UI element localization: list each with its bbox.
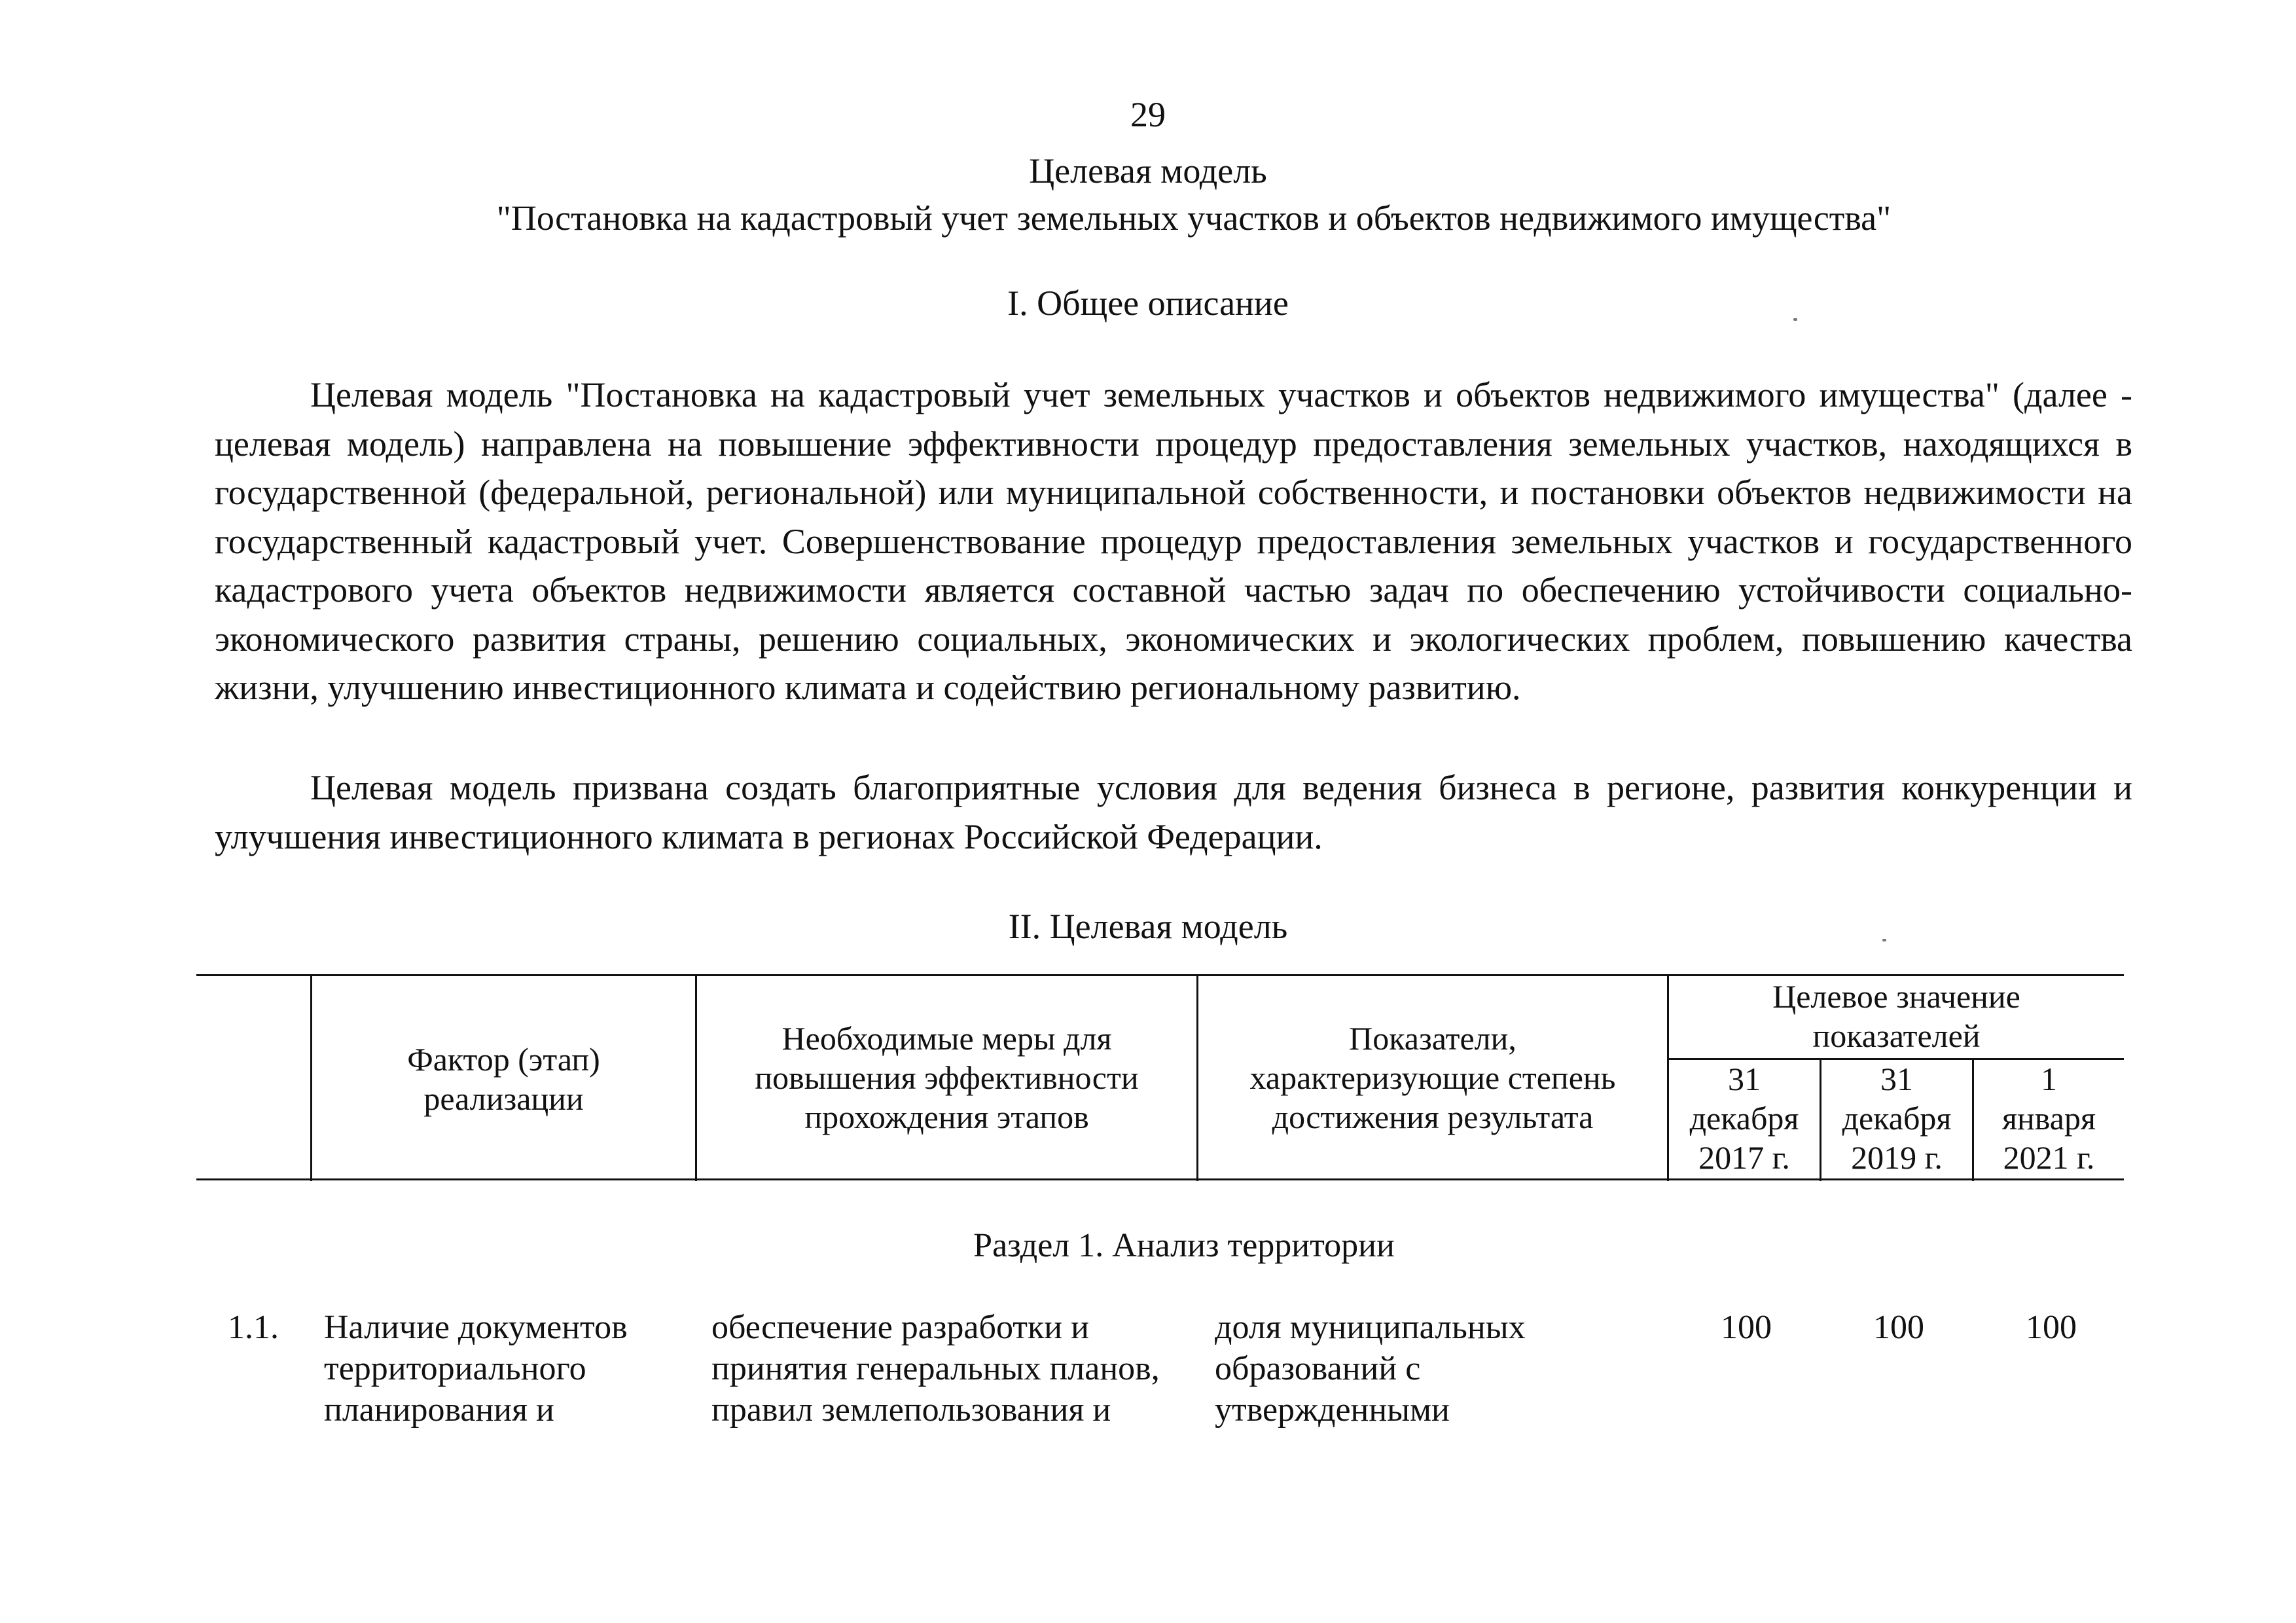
header-measures-line: Необходимые меры для [781,1020,1112,1057]
scan-speck [1882,939,1886,941]
row-value-2019: 100 [1873,1309,1924,1346]
row-number: 1.1. [228,1309,279,1346]
header-date-line: декабря [1842,1100,1952,1137]
row-measures-line: принятия генеральных планов, [711,1350,1160,1387]
header-date-line: 2021 г. [2003,1139,2095,1176]
header-date-line: января [2002,1100,2096,1137]
header-factor-line: реализации [423,1080,584,1117]
header-date-line: 2017 г. [1698,1139,1790,1176]
header-indicators [1198,1019,1667,1137]
table-top-rule [196,974,2124,976]
header-indicators-line: Показатели, [1349,1020,1516,1057]
row-indicators-line: образований с [1215,1350,1421,1387]
row-value-2021: 100 [2026,1309,2077,1346]
table-bottom-rule [196,1178,2124,1180]
scan-speck [1793,318,1797,321]
header-date-line: 1 [2041,1061,2057,1097]
row-factor-line: территориального [324,1350,586,1387]
section-heading-target-model: II. Целевая модель [1008,907,1288,946]
row-factor-line: планирования и [324,1391,554,1429]
header-factor-line: Фактор (этап) [407,1041,600,1078]
table-section-heading [0,1223,2296,1269]
body-paragraph-1: Целевая модель "Постановка на кадастровый учет земельных участков и объектов недвижимого имущества" (далее - целевая модель) направлена на повышение эффективности процедур предоставления земельных участков, находящихся в государственной (федеральной, региональной) или муниципальной собственности, и постановки объектов недвижимости на государственный кадастровый учет. Совершенствование процедур предоставления земельных участков и государственного кадастрового учета объектов недвижимости является составной частью задач по обеспечению устойчивости социально-экономического развития страны, решению социальных, экономических и экологических проблем, повышению качества жизни, улучшению инвестиционного климата и содействию региональному развитию. [215,375,2132,707]
header-target-line: показателей [1812,1017,1981,1054]
header-date-line: декабря [1689,1100,1799,1137]
table-header [196,974,2124,1181]
table-section-heading-text: Раздел 1. Анализ территории [973,1227,1395,1264]
row-factor [324,1307,691,1431]
row-indicators [1215,1307,1634,1431]
header-measures-line: прохождения этапов [804,1099,1089,1135]
header-indicators-line: достижения результата [1272,1099,1594,1135]
document-subtitle [0,195,2296,241]
header-date-2017 [1669,1059,1820,1177]
row-measures-line: правил землепользования и [711,1391,1111,1429]
header-target-line: Целевое значение [1772,978,2020,1015]
section-heading-general: I. Общее описание [1007,283,1289,323]
header-date-line: 31 [1728,1061,1761,1097]
header-date-line: 31 [1880,1061,1913,1097]
document-title: Целевая модель [1029,151,1267,191]
header-indicators-line: характеризующие степень [1249,1059,1616,1096]
document-subtitle-text: "Постановка на кадастровый учет земельных участков и объектов недвижимого имущества" [496,198,1892,238]
row-indicators-line: утвержденными [1215,1391,1450,1429]
header-date-2021 [1974,1059,2124,1177]
row-indicators-line: доля муниципальных [1215,1309,1526,1346]
row-factor-line: Наличие документов [324,1309,628,1346]
row-measures-line: обеспечение разработки и [711,1309,1089,1346]
body-paragraph-2: Целевая модель призвана создать благоприятные условия для ведения бизнеса в регионе, развития конкуренции и улучшения инвестиционного климата в регионах Российской Федерации. [215,768,2132,856]
page-number: 29 [1130,95,1166,134]
header-date-2019 [1821,1059,1972,1177]
row-value-2017: 100 [1721,1309,1772,1346]
header-measures [697,1019,1196,1137]
header-date-line: 2019 г. [1851,1139,1943,1176]
row-measures [711,1307,1196,1431]
header-measures-line: повышения эффективности [755,1059,1139,1096]
header-target-value [1669,977,2124,1055]
header-factor [312,1040,695,1118]
